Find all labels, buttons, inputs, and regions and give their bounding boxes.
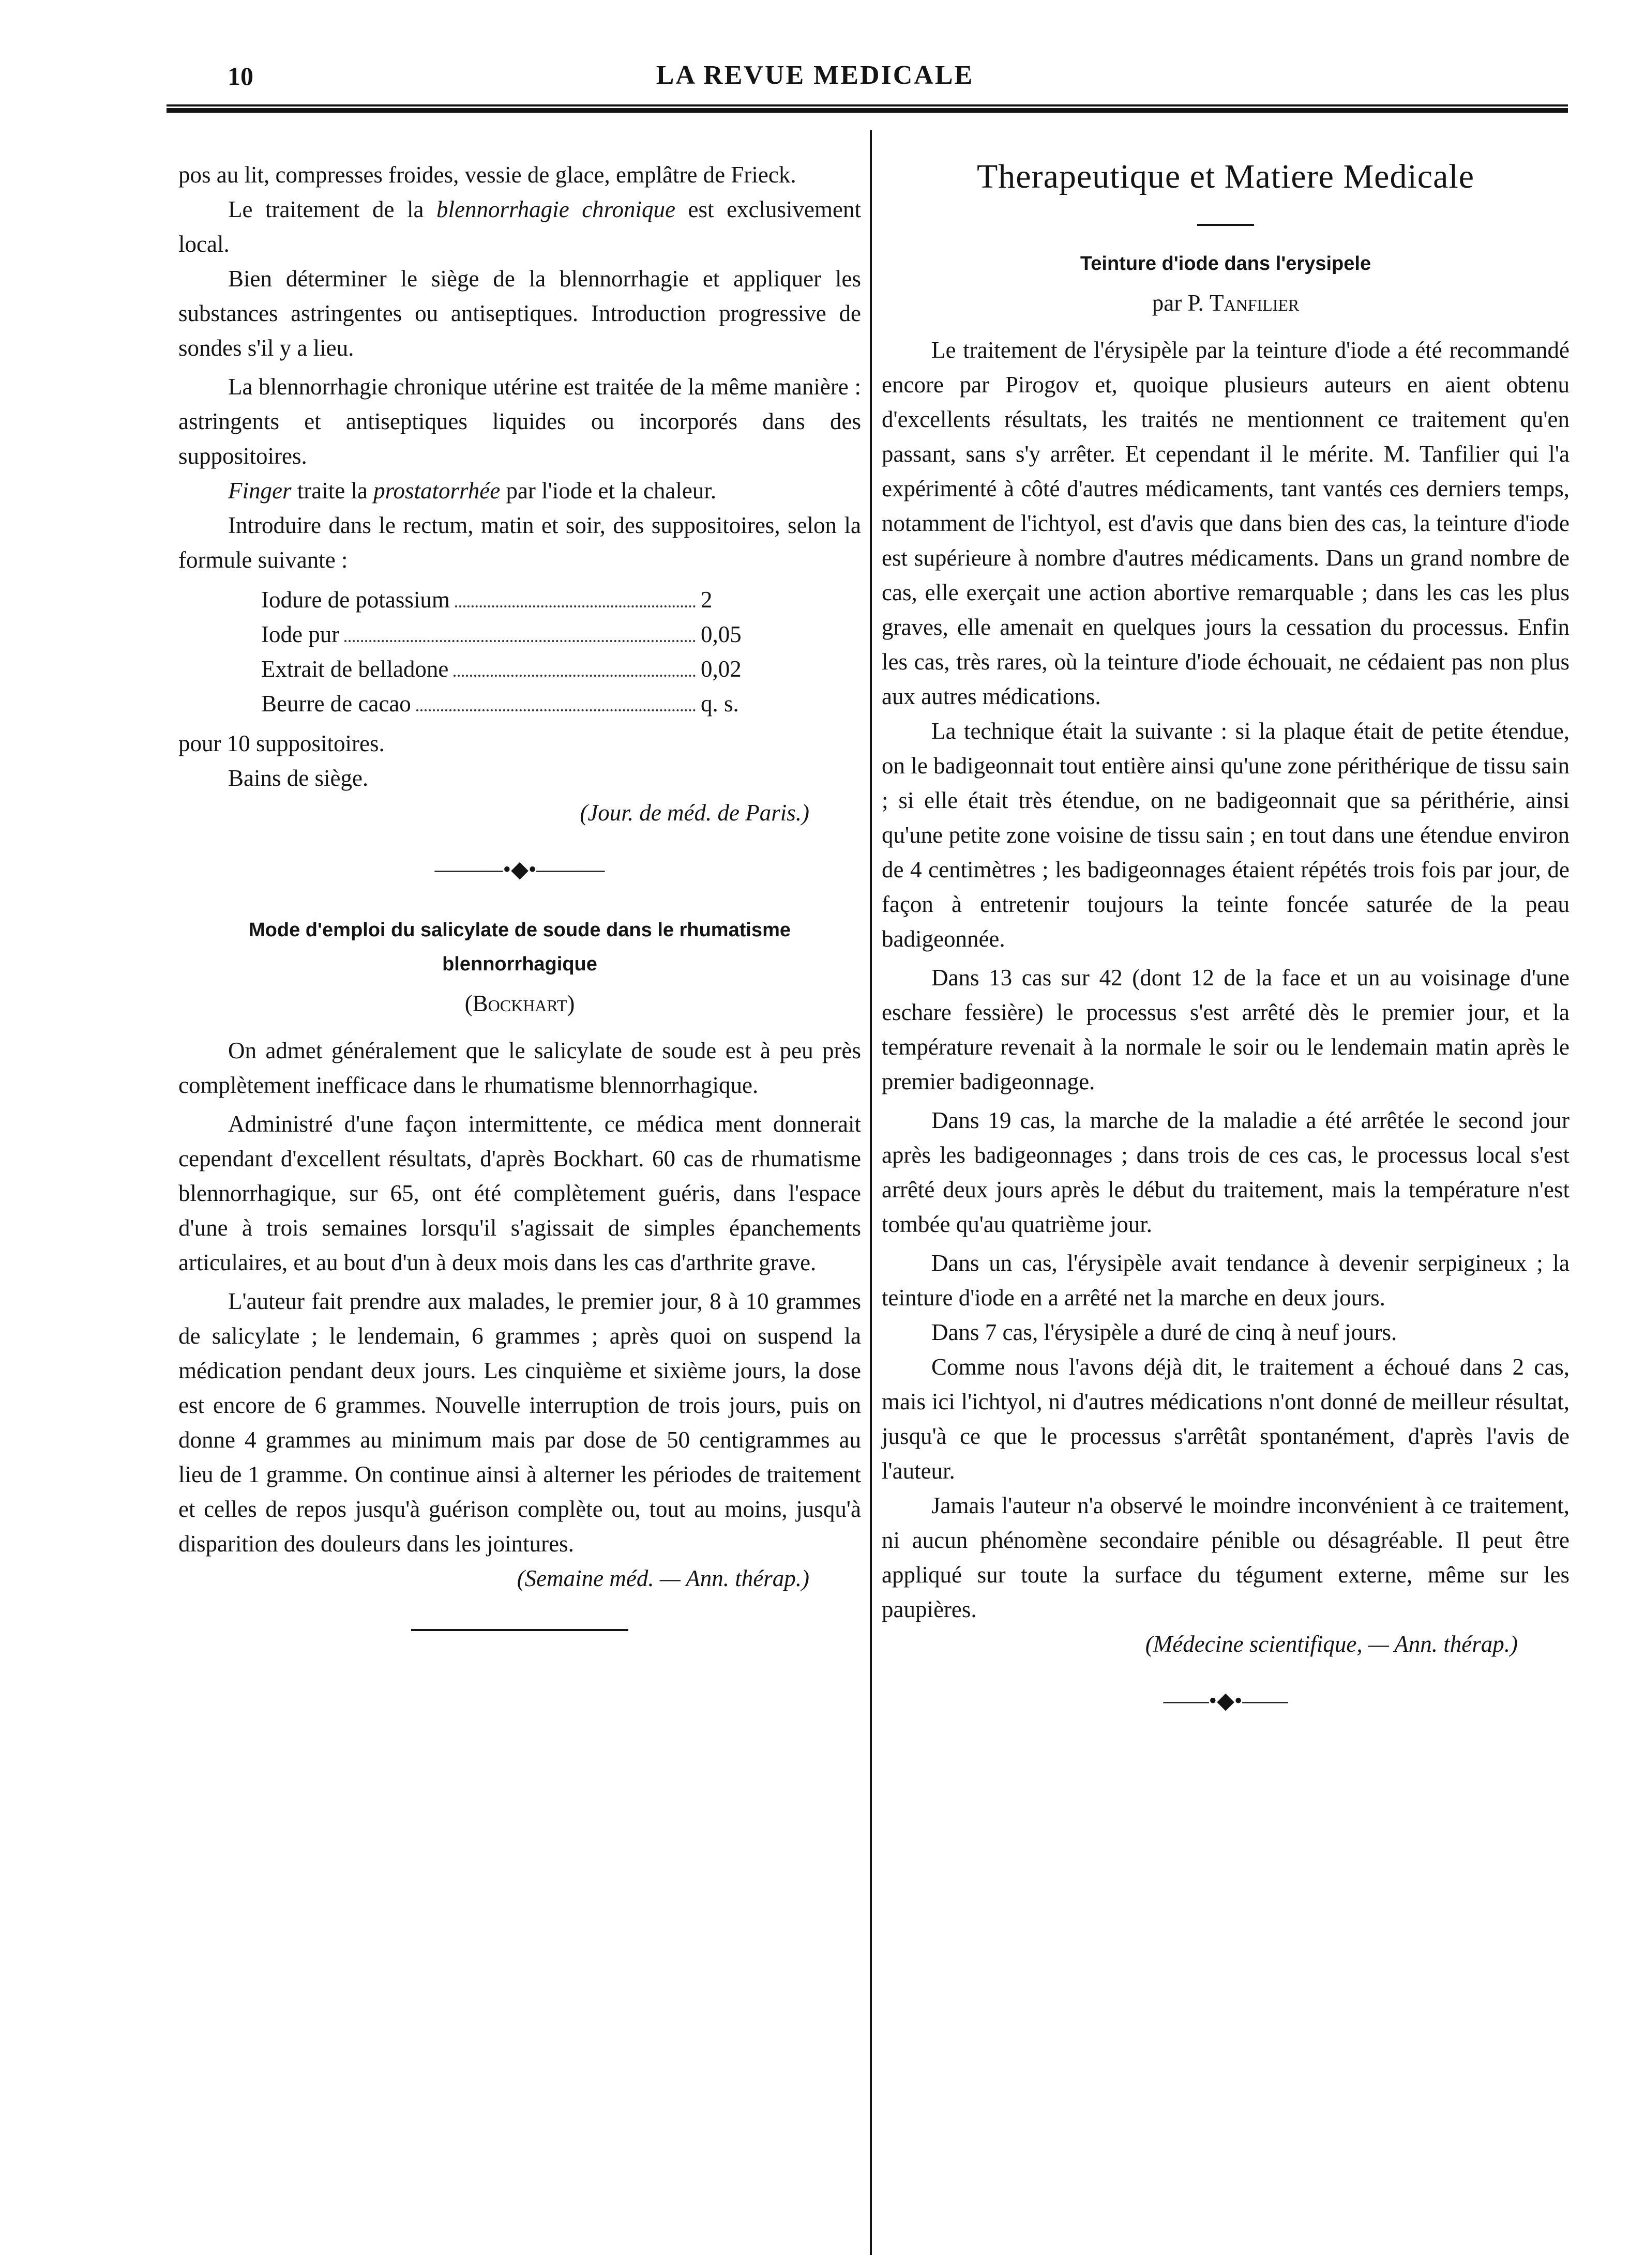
article-title: Mode d'emploi du salicylate de soude dans le rhumatisme blennorrhagique xyxy=(249,919,791,975)
paragraph: Dans 19 cas, la marche de la maladie a été arrêtée le second jour après les badigeonnages ; dans trois de ces cas, le processus local s'est arrêté deux jours après le début du traitement, mais la température n'est tombée qu'au quatrième jour. xyxy=(882,1107,1569,1237)
amount: 0,02 xyxy=(701,656,742,682)
article-title: Teinture d'iode dans l'erysipele xyxy=(1080,253,1371,275)
amount: 0,05 xyxy=(701,621,742,647)
dot-leader xyxy=(344,640,696,642)
paragraph: Dans 7 cas, l'érysipèle a duré de cinq à neuf jours. xyxy=(931,1319,1397,1345)
paragraph: Bien déterminer le siège de la blennorrhagie et appliquer les substances astringentes ou antiseptiques. Introduction progressive de sondes s'il y a lieu. xyxy=(178,266,861,361)
paragraph: Administré d'une façon intermittente, ce médica ment donnerait cependant d'excellent résultats, d'après Bockhart. 60 cas de rhumatisme blennorrhagique, sur 65, ont été complètement guéris, dans l'espace d'une à trois semaines lorsqu'il s'agissait de simples épanchements articulaires, et au bout d'un à deux mois dans les cas d'arthrite grave. xyxy=(178,1111,861,1275)
article-byline: par P. Tanfilier xyxy=(1152,290,1300,316)
ornament-divider: ———•◆•——— xyxy=(434,857,605,882)
paragraph: Dans 13 cas sur 42 (dont 12 de la face et un au voisinage d'une eschare fessière) le processus s'est arrêté dès le premier jour, et la température revenait à la normale le soir ou le lendemain matin après le premier badigeonnage. xyxy=(882,965,1569,1094)
formula-row xyxy=(261,652,758,687)
ingredient: Beurre de cacao xyxy=(261,691,411,717)
end-rule xyxy=(411,1629,628,1631)
paragraph: Comme nous l'avons déjà dit, le traitement a échoué dans 2 cas, mais ici l'ichtyol, ni d'autres médications n'ont donné de meilleur résultat, jusqu'à ce que le processus s'arrêtât spontanément, d'après l'avis de l'auteur. xyxy=(882,1354,1569,1484)
paragraph: Le traitement de la blennorrhagie chronique est exclusivement local. xyxy=(178,196,861,257)
paragraph: Dans un cas, l'érysipèle avait tendance à devenir serpigineux ; la teinture d'iode en a arrêté net la marche en deux jours. xyxy=(882,1250,1569,1311)
dot-leader xyxy=(416,709,696,711)
dot-leader xyxy=(455,605,696,607)
ingredient: Extrait de belladone xyxy=(261,656,449,682)
paragraph: On admet généralement que le salicylate de soude est à peu près complètement inefficace dans le rhumatisme blennorrhagique. xyxy=(178,1038,861,1098)
paragraph: pos au lit, compresses froides, vessie de glace, emplâtre de Frieck. xyxy=(178,162,796,188)
formula-row xyxy=(261,687,758,721)
ornament-divider: ——•◆•—— xyxy=(1163,1688,1288,1713)
source-citation: (Semaine méd. — Ann. thérap.) xyxy=(517,1565,809,1591)
formula-row xyxy=(261,617,758,652)
ingredient: Iode pur xyxy=(261,621,340,647)
dot-leader xyxy=(454,675,696,677)
paragraph: Jamais l'auteur n'a observé le moindre inconvénient à ce traitement, ni aucun phénomène secondaire pénible ou désagréable. Il peut être appliqué sur toute la surface du tégument externe, même sur les paupières. xyxy=(882,1493,1569,1622)
paragraph: Finger traite la prostatorrhée par l'iode et la chaleur. xyxy=(228,478,717,504)
paragraph: pour 10 suppositoires. xyxy=(178,730,385,756)
right-column xyxy=(882,158,1569,1744)
source-citation: (Jour. de méd. de Paris.) xyxy=(580,800,809,826)
amount: 2 xyxy=(701,587,713,613)
section-title: Therapeutique et Matiere Medicale xyxy=(976,158,1475,195)
left-column xyxy=(178,158,861,1662)
paragraph: La blennorrhagie chronique utérine est traitée de la même manière : astringents et antiseptiques liquides ou incorporés dans des suppositoires. xyxy=(178,374,861,469)
header-rule xyxy=(167,104,1568,113)
column-divider xyxy=(870,130,872,2255)
section-rule xyxy=(1197,224,1254,226)
paragraph: Le traitement de l'érysipèle par la teinture d'iode a été recommandé encore par Pirogov et, quoique plusieurs auteurs en aient obtenu d'excellents résultats, les traités ne mentionnent ce traitement qu'en passant, sans s'y arrêter. Et cependant il le mérite. M. Tanfilier qui l'a expérimenté à côté d'autres médicaments, tant vantés ces derniers temps, notamment de l'ichtyol, est d'avis que dans bien des cas, la teinture d'iode est supérieure à nombre d'autres médicaments. Dans un grand nombre de cas, elle exerçait une action abortive remarquable ; dans les cas les plus graves, elle amenait en quelques jours la cessation du processus. Enfin les cas, très rares, où la teinture d'iode échouait, ne cédaient pas non plus aux autres médications. xyxy=(882,337,1569,709)
formula-row xyxy=(261,583,758,617)
paragraph: La technique était la suivante : si la plaque était de petite étendue, on le badigeonnait tout entière ainsi qu'une zone périthérique de tissu sain ; si elle était très étendue, on ne badigeonnait que sa périthérie, ainsi qu'une petite zone voisine de tissu sain ; en tout dans une étendue environ de 4 centimètres ; les badigeonnages étaient répétés trois fois par jour, de façon à entretenir toujours la teinte foncée saturée de la peau badigeonnée. xyxy=(882,718,1569,952)
paragraph: Introduire dans le rectum, matin et soir, des suppositoires, selon la formule suivante : xyxy=(178,512,861,573)
paragraph: Bains de siège. xyxy=(228,765,369,791)
amount: q. s. xyxy=(701,691,739,717)
source-citation: (Médecine scientifique, — Ann. thérap.) xyxy=(1145,1631,1518,1657)
ingredient: Iodure de potassium xyxy=(261,587,450,613)
paragraph: L'auteur fait prendre aux malades, le premier jour, 8 à 10 grammes de salicylate ; le lendemain, 6 grammes ; après quoi on suspend la médication pendant deux jours. Les cinquième et sixième jours, la dose est encore de 6 grammes. Nouvelle interruption de trois jours, puis on donne 4 grammes au minimum mais par dose de 50 centigrammes au lieu de 1 gramme. On continue ainsi à alterner les périodes de traitement et celles de repos jusqu'à guérison complète ou, tout au moins, jusqu'à disparition des douleurs dans les jointures. xyxy=(178,1288,861,1557)
page-number: 10 xyxy=(228,62,253,90)
journal-title: LA REVUE MEDICALE xyxy=(656,60,974,90)
prescription-formula xyxy=(261,583,758,721)
article-author: (Bockhart) xyxy=(464,991,575,1016)
